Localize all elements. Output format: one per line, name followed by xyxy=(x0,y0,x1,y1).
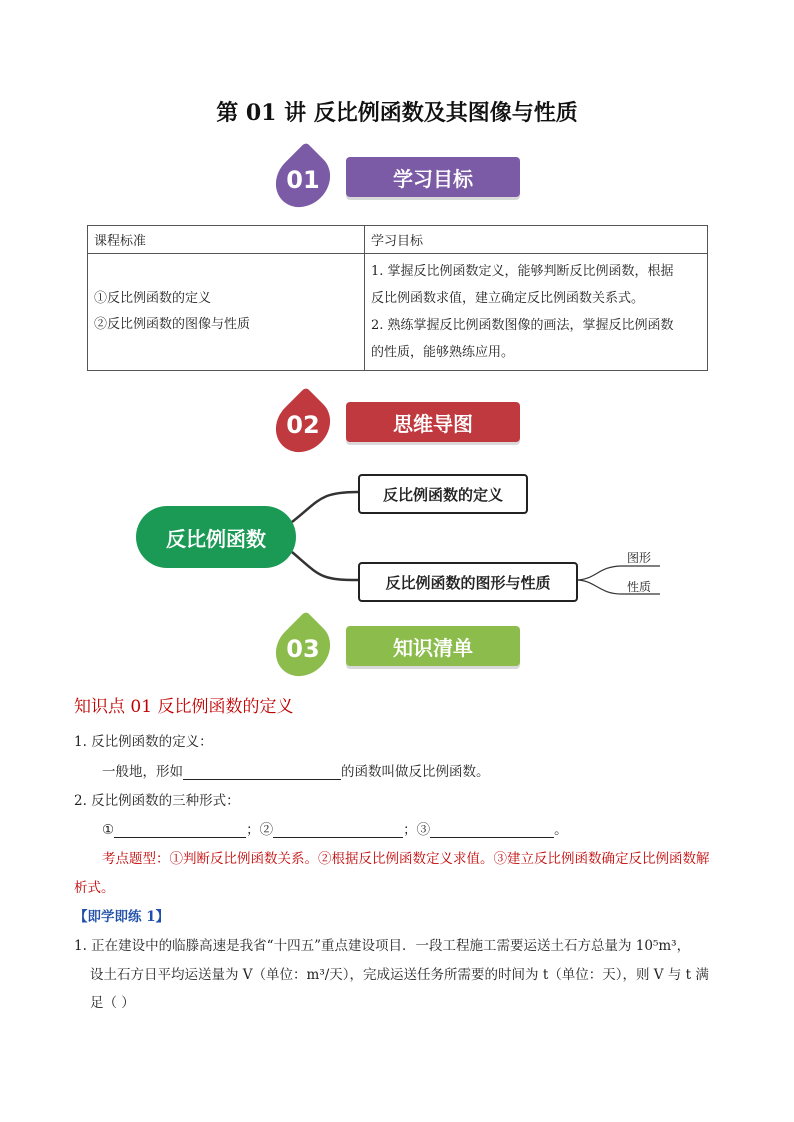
knowledge-heading: 知识点 01 反比例函数的定义 xyxy=(74,697,294,717)
badge-label: 知识清单 xyxy=(346,626,520,666)
definition-sentence xyxy=(102,760,490,780)
mindmap-leaf-properties: 性质 xyxy=(627,580,652,594)
standard-item: ①反比例函数的定义 xyxy=(94,291,212,306)
question-line: 1. 正在建设中的临滕高速是我省“十四五”重点建设项目．一段工程施工需要运送土石方总量为 10⁵m³， xyxy=(74,938,691,954)
table-header-standard: 课程标准 xyxy=(88,226,365,254)
fill-blank[interactable] xyxy=(183,765,341,780)
badge-number: 01 xyxy=(286,166,320,194)
definition-text-b: 的函数叫做反比例函数。 xyxy=(341,764,490,780)
definition-text-a: 一般地，形如 xyxy=(102,764,183,780)
goal-line: 1. 掌握反比例函数定义，能够判断反比例函数，根据 xyxy=(371,264,674,279)
section-badge-knowledge xyxy=(274,624,534,686)
mindmap-branch-definition: 反比例函数的定义 xyxy=(358,474,528,514)
goal-line: 反比例函数求值，建立确定反比例函数关系式。 xyxy=(371,291,645,306)
fill-blank[interactable] xyxy=(114,823,246,838)
table-header-goal: 学习目标 xyxy=(365,226,708,254)
mindmap-leaf-graph: 图形 xyxy=(627,551,652,565)
mindmap-branch-graph-properties: 反比例函数的图形与性质 xyxy=(358,562,578,602)
exam-types-line1: 考点题型：①判断反比例函数关系。②根据反比例函数定义求值。③建立反比例函数确定反比例函数解 xyxy=(102,851,710,867)
goal-line: 2. 熟练掌握反比例函数图像的画法，掌握反比例函数 xyxy=(371,318,674,333)
practice-title: 【即学即练 1】 xyxy=(74,909,170,925)
badge-label: 学习目标 xyxy=(346,157,520,197)
page-title: 第 01 讲 反比例函数及其图像与性质 xyxy=(216,100,578,126)
form-end: 。 xyxy=(554,822,568,838)
fill-blank[interactable] xyxy=(273,823,403,838)
forms-blanks xyxy=(102,818,568,838)
fill-blank[interactable] xyxy=(430,823,554,838)
question-line: 设土石方日平均运送量为 V（单位：m³/天），完成运送任务所需要的时间为 t（单位：天），则 V 与 t 满 xyxy=(90,967,709,983)
badge-number: 03 xyxy=(286,635,320,663)
badge-number: 02 xyxy=(286,411,320,439)
badge-label: 思维导图 xyxy=(346,402,520,442)
question-line: 足（ ） xyxy=(90,995,135,1011)
goal-line: 的性质，能够熟练应用。 xyxy=(371,345,515,360)
form-marker-1: ① xyxy=(102,822,115,838)
definition-item: 1. 反比例函数的定义： xyxy=(74,734,213,750)
form-marker-3: ；③ xyxy=(403,822,431,838)
mindmap-root: 反比例函数 xyxy=(136,506,296,568)
standard-item: ②反比例函数的图像与性质 xyxy=(94,317,251,332)
exam-types-line2: 析式。 xyxy=(74,880,115,896)
form-marker-2: ；② xyxy=(246,822,274,838)
forms-item: 2. 反比例函数的三种形式： xyxy=(74,793,240,809)
